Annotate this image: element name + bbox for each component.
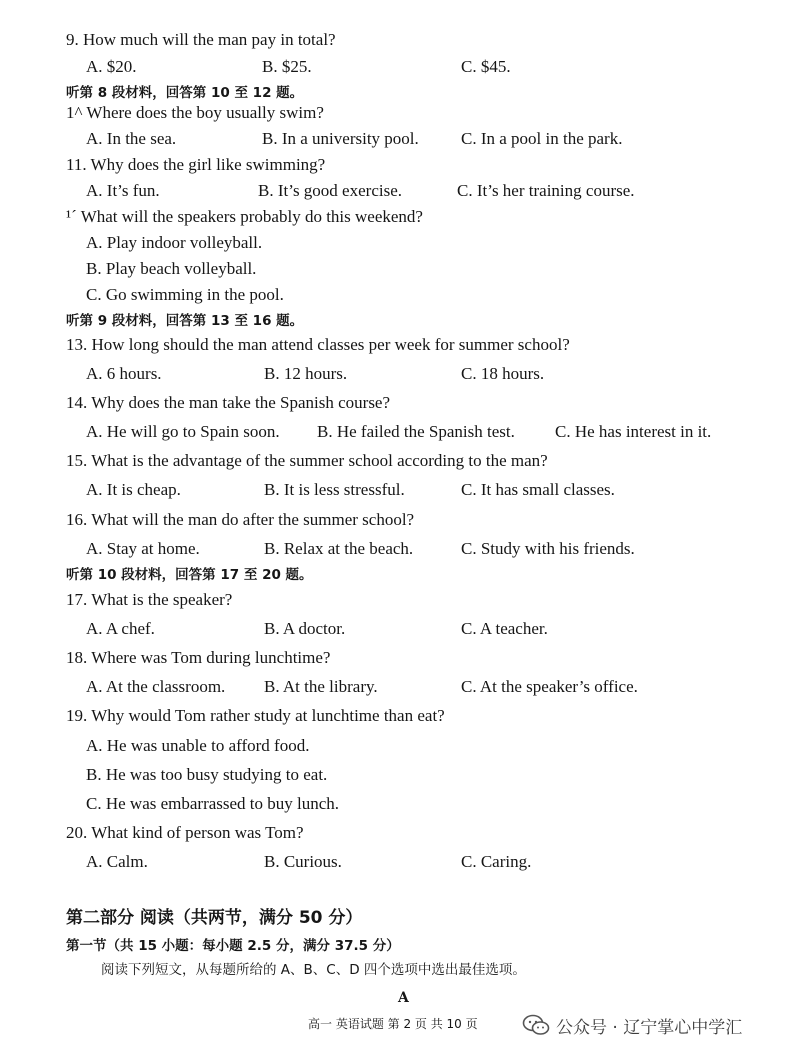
option-a: A. $20. xyxy=(86,57,137,76)
question-12-option-b: B. Play beach volleyball. xyxy=(86,259,257,278)
option-c: C. Study with his friends. xyxy=(461,539,635,558)
section-heading-8: 听第 8 段材料，回答第 10 至 12 题。 xyxy=(66,85,304,101)
option-b: B. It is less stressful. xyxy=(264,480,405,499)
question-11-stem: 11. Why does the girl like swimming? xyxy=(66,155,326,174)
option-a: A. It is cheap. xyxy=(86,480,181,499)
section-heading-10: 听第 10 段材料，回答第 17 至 20 题。 xyxy=(66,567,313,583)
option-a: A. At the classroom. xyxy=(86,677,226,696)
passage-label: A xyxy=(398,990,409,1006)
question-19-option-b: B. He was too busy studying to eat. xyxy=(86,765,328,784)
question-18-stem: 18. Where was Tom during lunchtime? xyxy=(66,648,331,667)
option-c: C. He has interest in it. xyxy=(555,422,712,441)
question-12-option-a: A. Play indoor volleyball. xyxy=(86,233,263,252)
option-b: B. Relax at the beach. xyxy=(264,539,414,558)
question-10-stem: 1^ Where does the boy usually swim? xyxy=(66,103,324,122)
option-a: A. In the sea. xyxy=(86,129,177,148)
option-a: A. He will go to Spain soon. xyxy=(86,422,280,441)
option-c: C. At the speaker’s office. xyxy=(461,677,638,696)
option-a: A. It’s fun. xyxy=(86,181,160,200)
page-footer: 高一 英语试题 第 2 页 共 10 页 xyxy=(308,1017,478,1031)
reading-instruction: 阅读下列短文，从每题所给的 A、B、C、D 四个选项中选出最佳选项。 xyxy=(101,962,526,978)
option-b: B. Curious. xyxy=(264,852,342,871)
option-c: C. In a pool in the park. xyxy=(461,129,623,148)
option-b: B. $25. xyxy=(262,57,312,76)
option-c: C. A teacher. xyxy=(461,619,548,638)
option-b: B. He failed the Spanish test. xyxy=(317,422,515,441)
question-12-option-c: C. Go swimming in the pool. xyxy=(86,285,284,304)
question-19-stem: 19. Why would Tom rather study at lunchtime than eat? xyxy=(66,706,445,725)
question-9-stem: 9. How much will the man pay in total? xyxy=(66,30,336,49)
option-b: B. 12 hours. xyxy=(264,364,348,383)
section-one-subtitle: 第一节（共 15 小题：每小题 2.5 分，满分 37.5 分） xyxy=(66,938,400,954)
question-12-stem: ¹´ What will the speakers probably do this weekend? xyxy=(66,207,423,226)
option-c: C. $45. xyxy=(461,57,511,76)
option-a: A. 6 hours. xyxy=(86,364,162,383)
question-19-option-a: A. He was unable to afford food. xyxy=(86,736,310,755)
option-b: B. It’s good exercise. xyxy=(258,181,402,200)
section-heading-9: 听第 9 段材料，回答第 13 至 16 题。 xyxy=(66,313,304,329)
question-16-stem: 16. What will the man do after the summer school? xyxy=(66,510,415,529)
option-c: C. 18 hours. xyxy=(461,364,545,383)
option-c: C. Caring. xyxy=(461,852,532,871)
question-13-stem: 13. How long should the man attend classes per week for summer school? xyxy=(66,335,570,354)
option-c: C. It’s her training course. xyxy=(457,181,635,200)
watermark-text: 公众号 · 辽宁掌心中学汇 xyxy=(556,1017,743,1038)
question-15-stem: 15. What is the advantage of the summer school according to the man? xyxy=(66,451,548,470)
question-17-stem: 17. What is the speaker? xyxy=(66,590,233,609)
watermark xyxy=(522,1010,742,1040)
option-a: A. Stay at home. xyxy=(86,539,200,558)
option-b: B. A doctor. xyxy=(264,619,346,638)
option-b: B. In a university pool. xyxy=(262,129,419,148)
wechat-icon xyxy=(522,1014,550,1036)
option-a: A. Calm. xyxy=(86,852,148,871)
part-two-title: 第二部分 阅读（共两节，满分 50 分） xyxy=(66,908,363,928)
option-c: C. It has small classes. xyxy=(461,480,615,499)
option-a: A. A chef. xyxy=(86,619,155,638)
question-19-option-c: C. He was embarrassed to buy lunch. xyxy=(86,794,340,813)
option-b: B. At the library. xyxy=(264,677,378,696)
question-20-stem: 20. What kind of person was Tom? xyxy=(66,823,304,842)
question-14-stem: 14. Why does the man take the Spanish course? xyxy=(66,393,391,412)
